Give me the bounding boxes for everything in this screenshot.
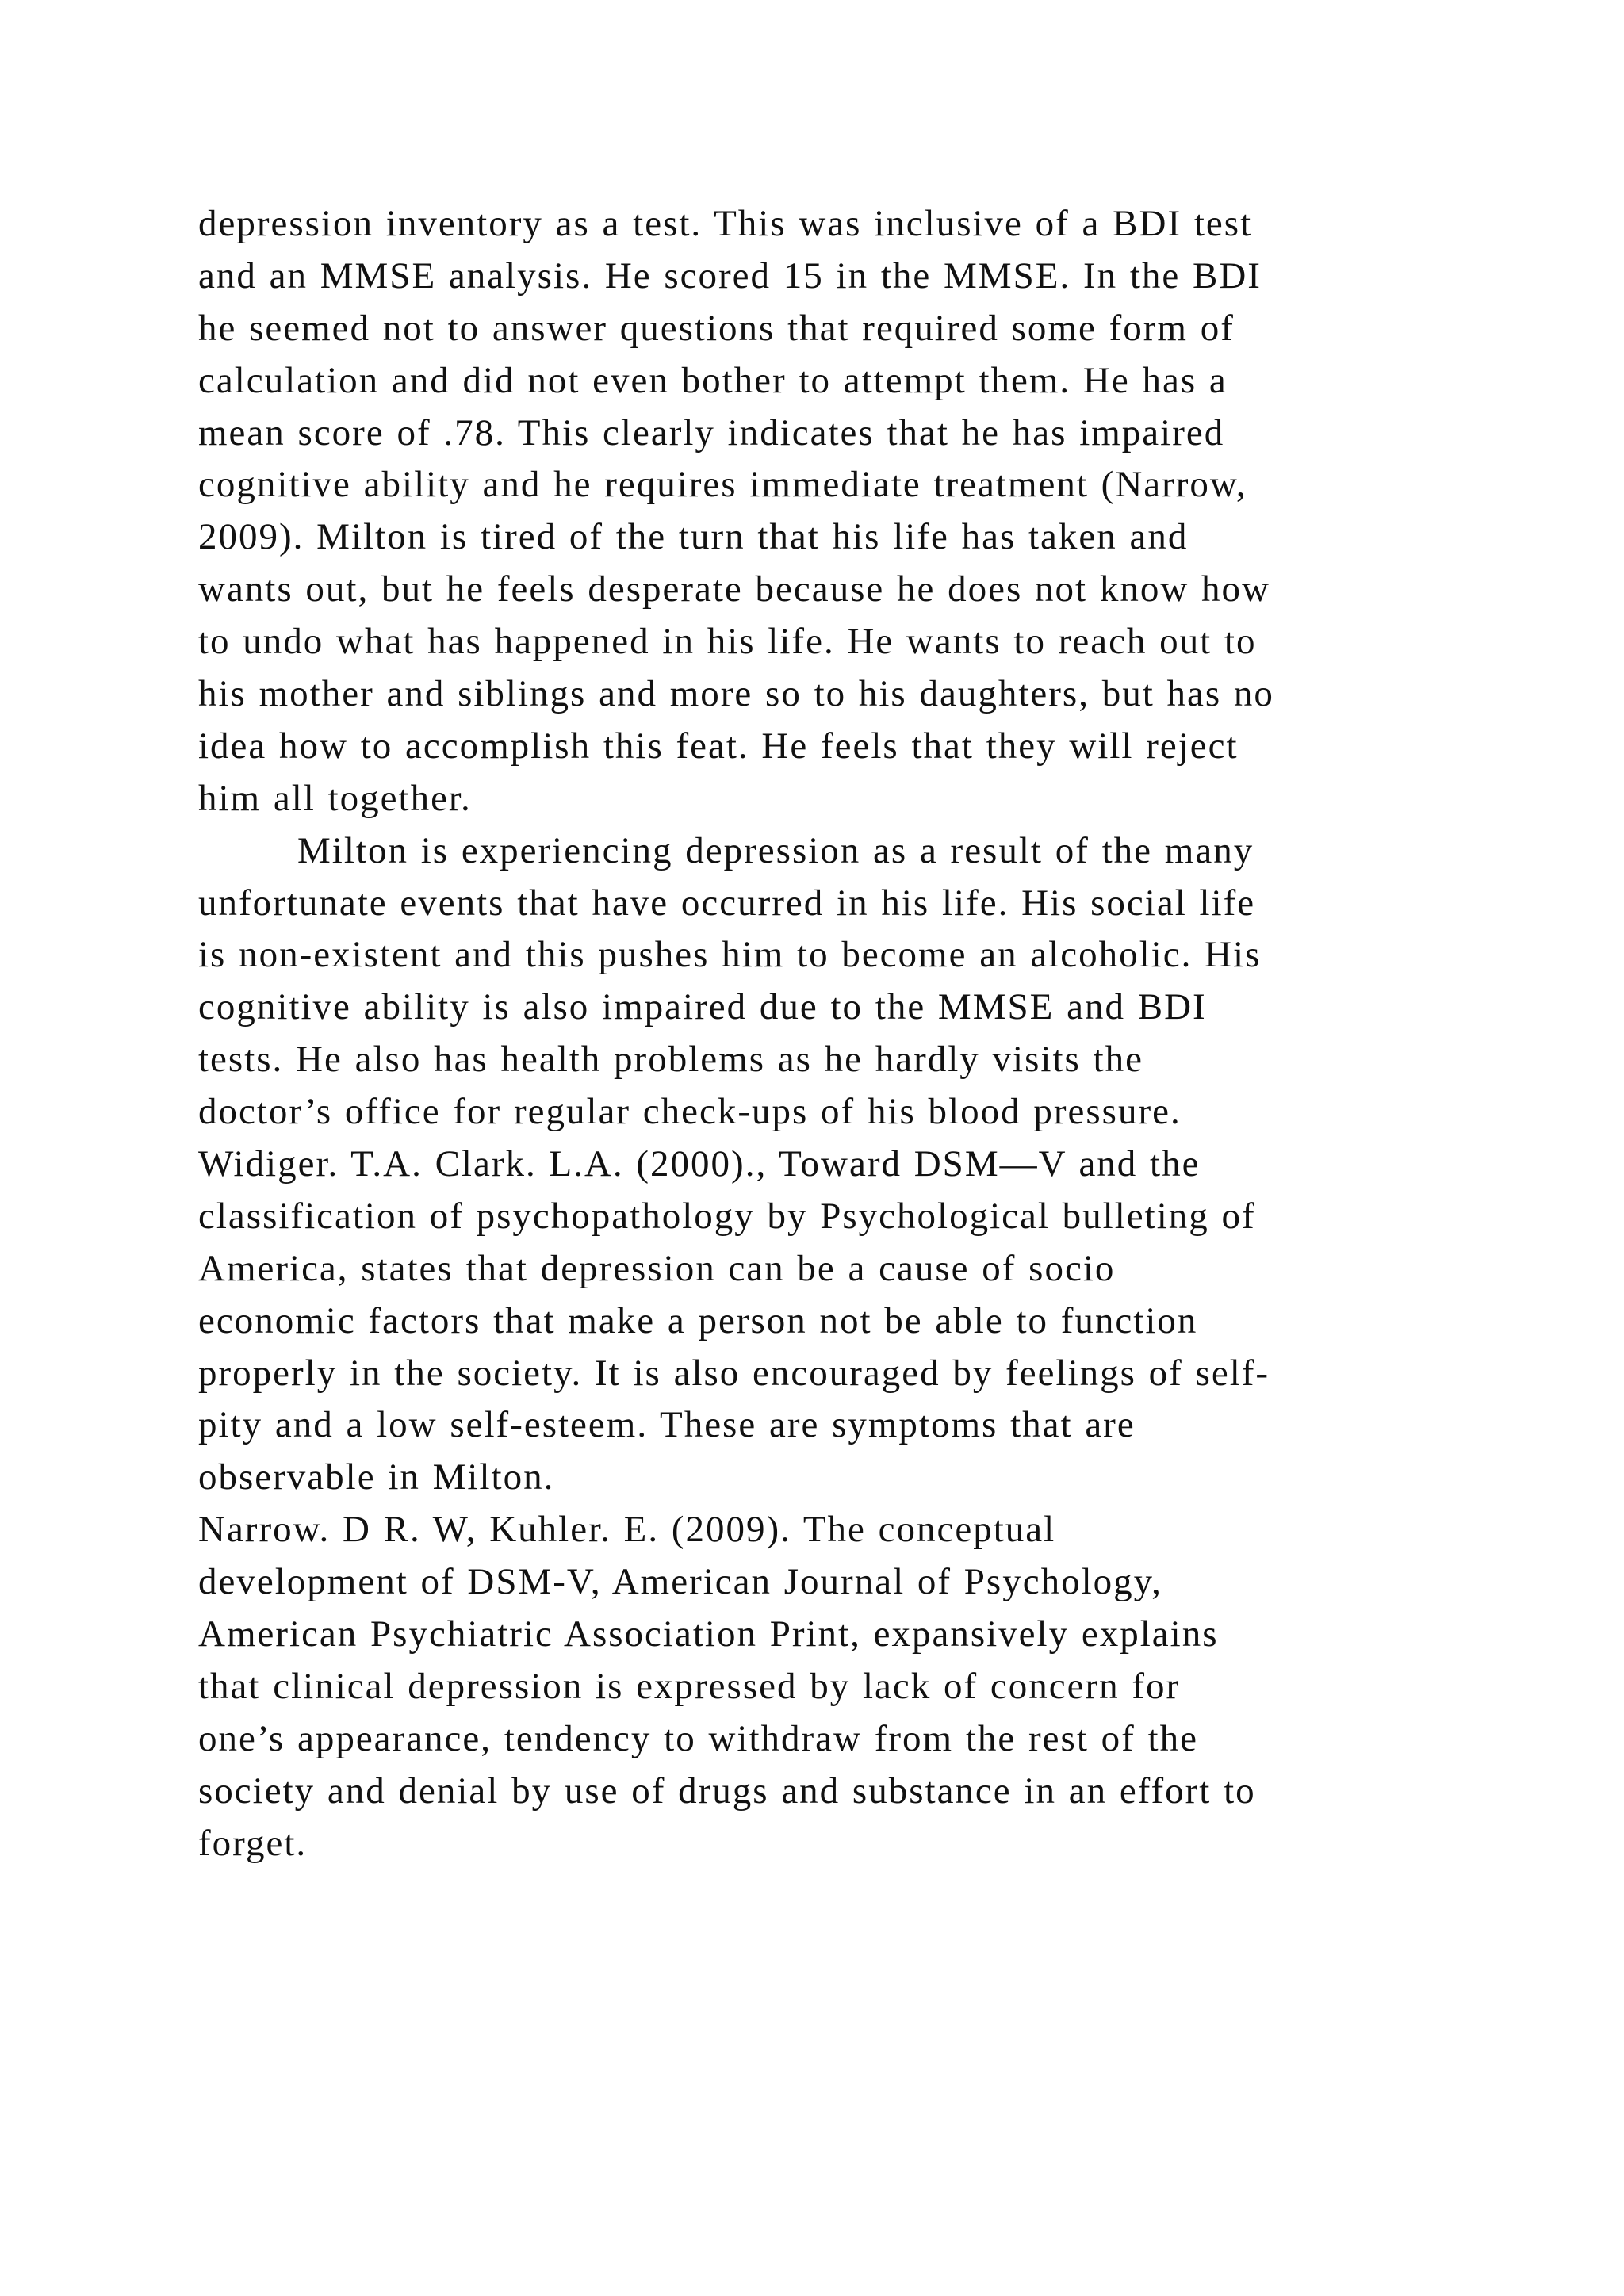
text-line: wants out, but he feels desperate because he does not know how bbox=[198, 568, 1270, 610]
text-line: forget. bbox=[198, 1822, 308, 1864]
body-text bbox=[198, 198, 1435, 1870]
text-line: economic factors that make a person not be able to function bbox=[198, 1299, 1198, 1341]
text-line: his mother and siblings and more so to his daughters, but has no bbox=[198, 673, 1274, 715]
text-line: Narrow. D R. W, Kuhler. E. (2009). The conceptual bbox=[198, 1509, 1056, 1551]
text-line: cognitive ability and he requires immediate treatment (Narrow, bbox=[198, 464, 1247, 506]
text-line: to undo what has happened in his life. He wants to reach out to bbox=[198, 621, 1257, 663]
text-line: one’s appearance, tendency to withdraw from the rest of the bbox=[198, 1717, 1198, 1759]
text-line: is non-existent and this pushes him to become an alcoholic. His bbox=[198, 934, 1262, 976]
text-line: American Psychiatric Association Print, expansively explains bbox=[198, 1613, 1219, 1655]
text-line: depression inventory as a test. This was inclusive of a BDI test bbox=[198, 203, 1253, 244]
paragraph-start-line: Milton is experiencing depression as a result of the many bbox=[297, 829, 1254, 871]
text-line: cognitive ability is also impaired due to the MMSE and BDI bbox=[198, 986, 1207, 1028]
text-line: development of DSM-V, American Journal of Psychology, bbox=[198, 1561, 1162, 1603]
text-line: observable in Milton. bbox=[198, 1456, 555, 1498]
text-line: properly in the society. It is also encouraged by feelings of self- bbox=[198, 1352, 1270, 1394]
text-line: he seemed not to answer questions that required some form of bbox=[198, 307, 1235, 349]
text-line: America, states that depression can be a cause of socio bbox=[198, 1247, 1116, 1289]
text-line: calculation and did not even bother to attempt them. He has a bbox=[198, 359, 1228, 401]
text-line: society and denial by use of drugs and substance in an effort to bbox=[198, 1770, 1256, 1812]
text-line: that clinical depression is expressed by lack of concern for bbox=[198, 1665, 1181, 1707]
text-line: doctor’s office for regular check-ups of his blood pressure. bbox=[198, 1091, 1182, 1133]
text-line: 2009). Milton is tired of the turn that his life has taken and bbox=[198, 516, 1189, 558]
text-line: Widiger. T.A. Clark. L.A. (2000)., Toward DSM—V and the bbox=[198, 1143, 1201, 1185]
text-line: pity and a low self-esteem. These are symptoms that are bbox=[198, 1404, 1136, 1446]
text-line: and an MMSE analysis. He scored 15 in the MMSE. In the BDI bbox=[198, 254, 1262, 297]
text-line: him all together. bbox=[198, 777, 472, 819]
text-line: mean score of .78. This clearly indicates that he has impaired bbox=[198, 411, 1225, 453]
text-line: tests. He also has health problems as he hardly visits the bbox=[198, 1039, 1143, 1081]
text-line: classification of psychopathology by Psychological bulleting of bbox=[198, 1195, 1256, 1237]
text-line: idea how to accomplish this feat. He feels that they will reject bbox=[198, 725, 1239, 767]
text-line: unfortunate events that have occurred in his life. His social life bbox=[198, 882, 1256, 924]
